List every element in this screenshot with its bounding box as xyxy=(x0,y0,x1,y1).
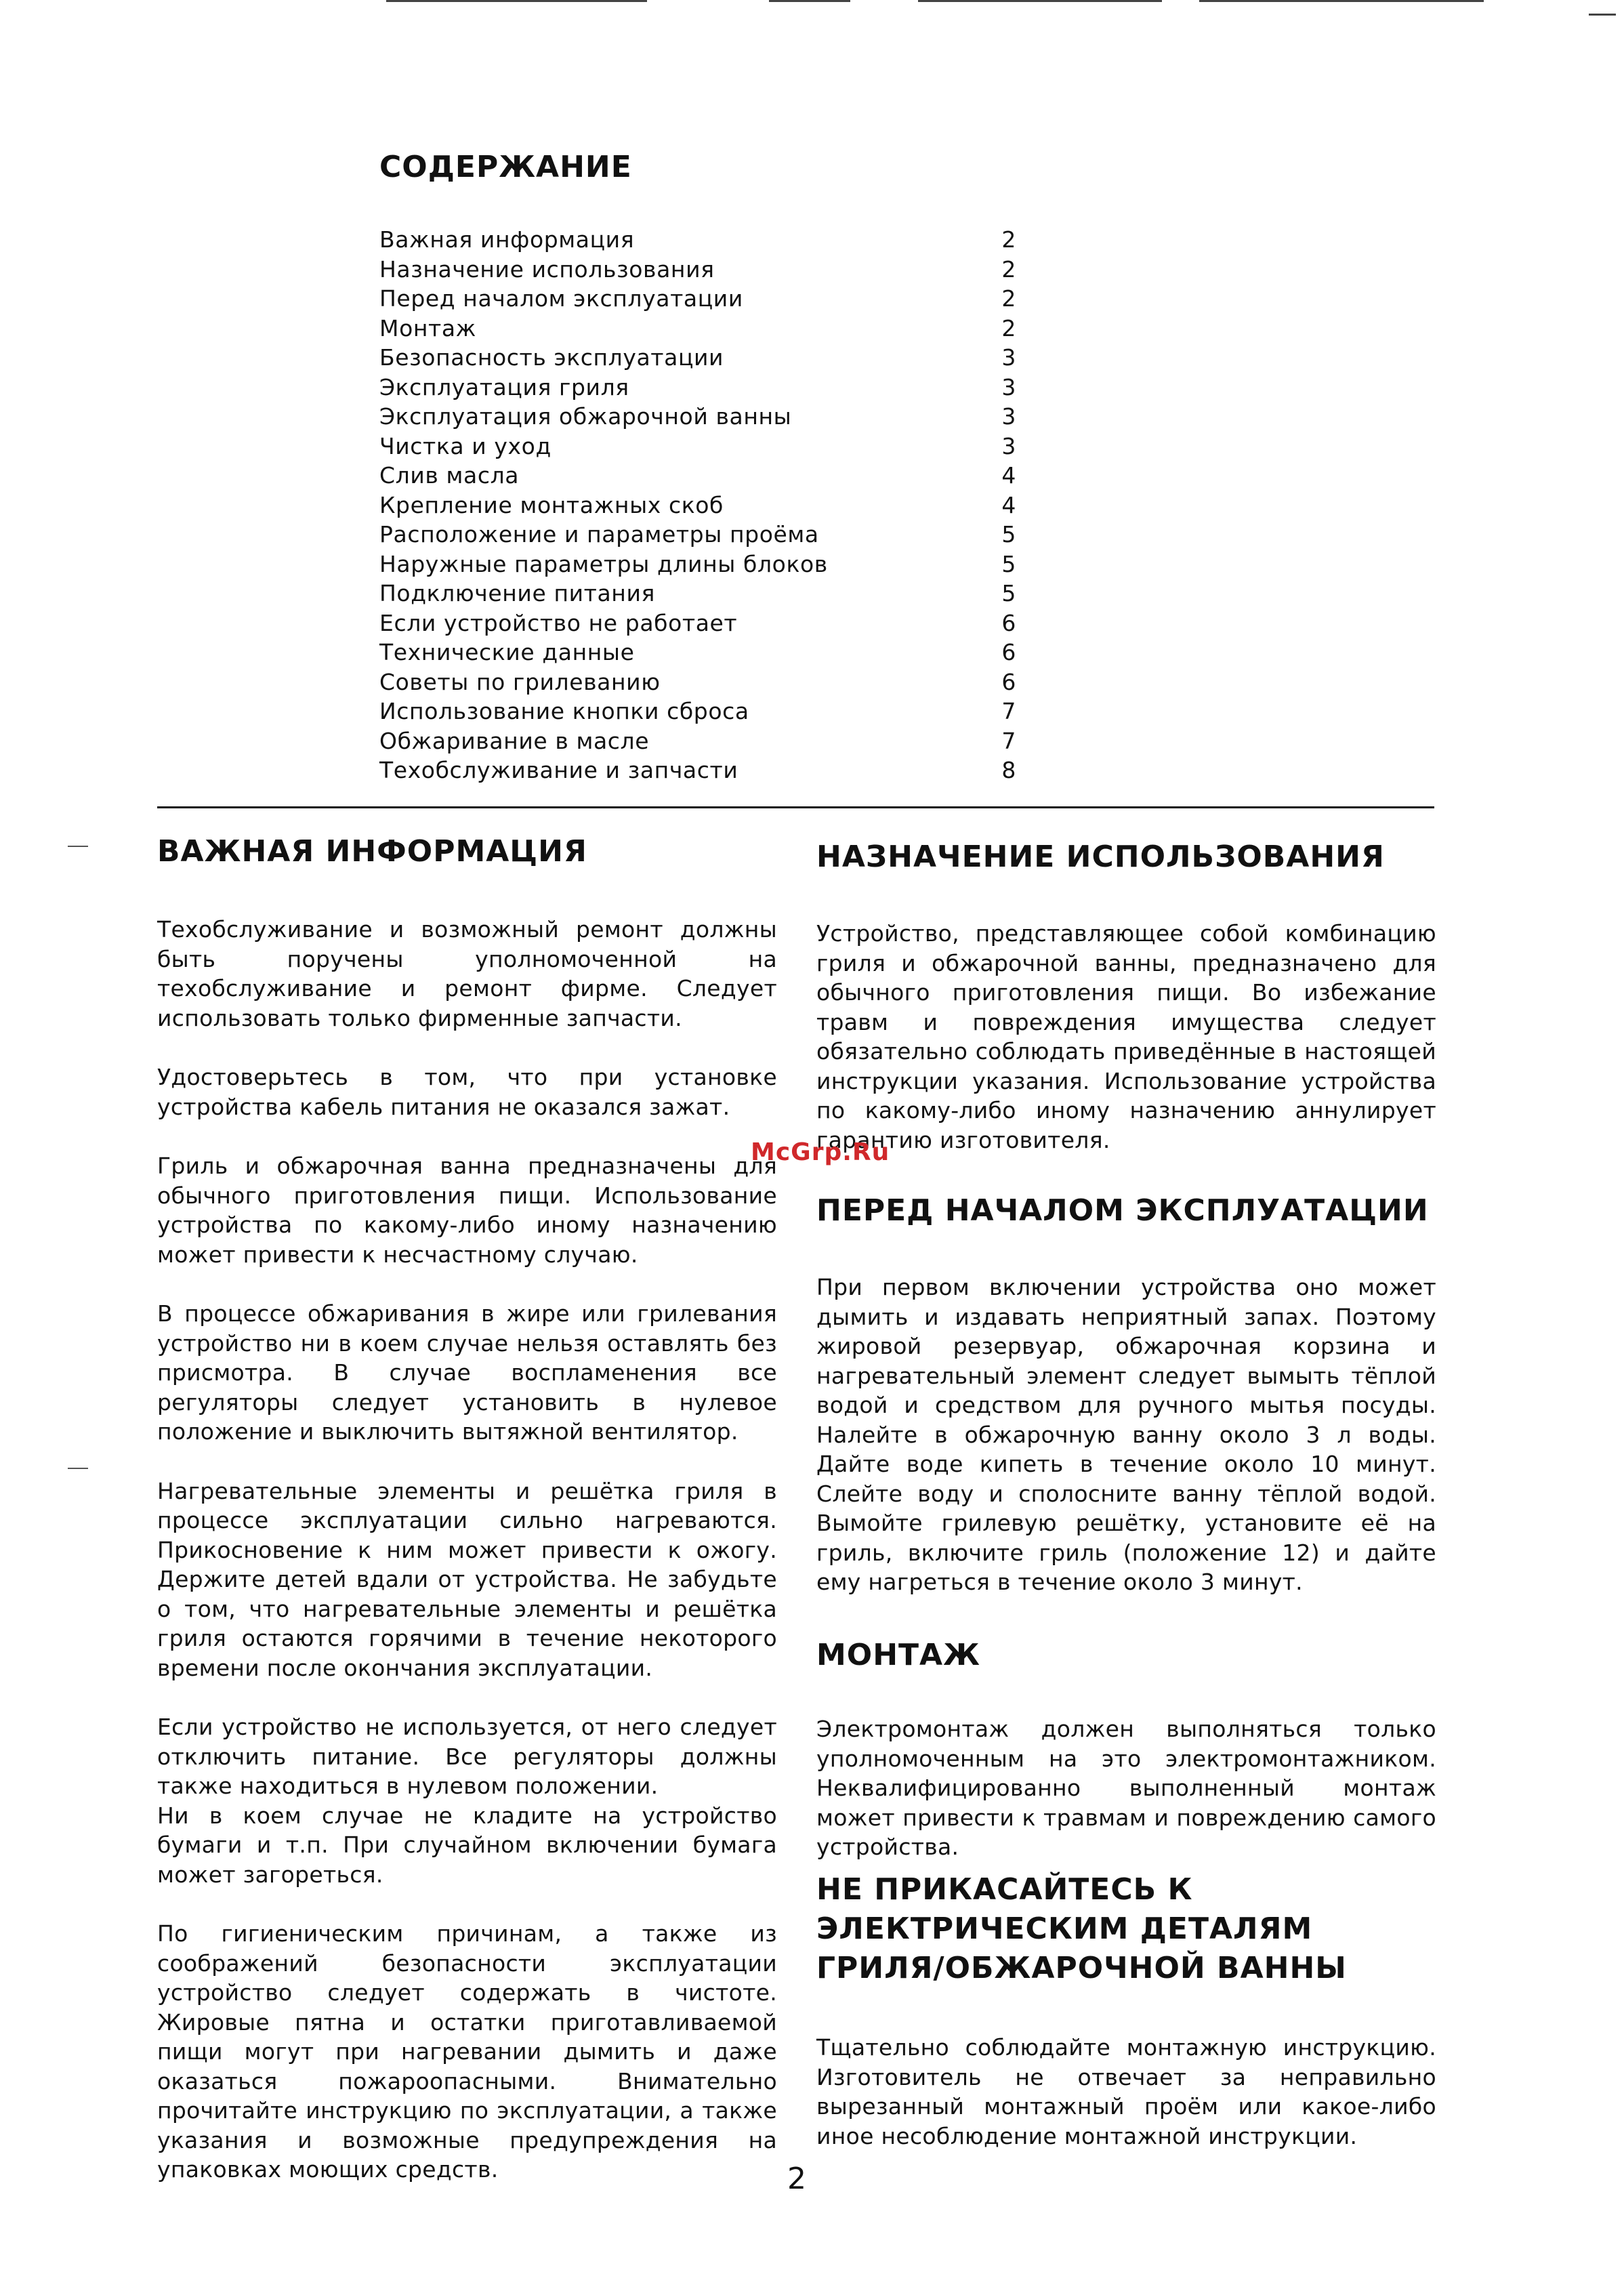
toc-entry-label: Если устройство не работает xyxy=(379,609,738,636)
important-paragraph: Если устройство не используется, от него следует отключить питание. Все регуляторы должны также находиться в нулевом положении. xyxy=(157,1714,777,1799)
toc-entry xyxy=(379,402,1016,432)
toc-entry xyxy=(379,314,1016,344)
toc-entry xyxy=(379,491,1016,520)
toc-entry xyxy=(379,579,1016,608)
important-paragraph: В процессе обжаривания в жире или грилевания устройство ни в коем случае нельзя оставлять без присмотра. В случае воспламенения все регуляторы следует установить в нулевое положение и выключить вытяжной вентилятор. xyxy=(157,1300,777,1445)
installation-text: Электромонтаж должен выполняться только уполномоченным на это электромонтажником. Неквалифицированно выполненный монтаж может привести к травмам и повреждению самого устройства. xyxy=(816,1716,1436,1860)
toc-entry xyxy=(379,373,1016,402)
important-body xyxy=(157,915,777,2214)
installation-body xyxy=(816,1714,1436,1862)
no-touch-title: НЕ ПРИКАСАЙТЕСЬ К ЭЛЕКТРИЧЕСКИМ ДЕТАЛЯМ ГРИЛЯ/ОБЖАРОЧНОЙ ВАННЫ xyxy=(816,1872,1347,1985)
toc-entry-label: Монтаж xyxy=(379,314,477,342)
toc-entry-label: Наружные параметры длины блоков xyxy=(379,550,828,577)
toc-entry xyxy=(379,432,1016,461)
toc-entry-page: 4 xyxy=(1001,491,1016,518)
toc-entry xyxy=(379,343,1016,373)
toc-entry-page: 7 xyxy=(1001,727,1016,754)
toc-entry-label: Важная информация xyxy=(379,226,635,253)
scan-edge-line xyxy=(386,0,647,2)
toc-title: СОДЕРЖАНИЕ xyxy=(379,150,632,184)
toc-entry-page: 5 xyxy=(1001,550,1016,577)
toc-entry-page: 3 xyxy=(1001,344,1016,371)
page-number: 2 xyxy=(787,2162,806,2196)
toc-entry-label: Крепление монтажных скоб xyxy=(379,491,724,518)
purpose-title: НАЗНАЧЕНИЕ ИСПОЛЬЗОВАНИЯ xyxy=(816,840,1385,874)
toc-entry xyxy=(379,756,1016,785)
scan-speck xyxy=(68,1468,88,1469)
toc-entry-label: Использование кнопки сброса xyxy=(379,698,749,724)
before-use-text: При первом включении устройства оно может дымить и издавать неприятный запах. Поэтому жировой резервуар, обжарочная корзина и нагревательный элемент следует вымыть тёплой водой и средством для ручного мытья посуды. Налейте в обжарочную ванну около 3 л воды. Дайте воде кипеть в течение около 10 минут. Слейте воду и сполосните ванну тёплой водой. Вымойте грилевую решётку, установите её на гриль, включите гриль (положение 12) и дайте ему нагреться в течение около 3 минут. xyxy=(816,1274,1436,1595)
toc-entry xyxy=(379,608,1016,638)
toc-entry-page: 6 xyxy=(1001,668,1016,695)
toc-entry xyxy=(379,726,1016,756)
scan-edge-line xyxy=(918,0,1162,2)
toc-entry-page: 5 xyxy=(1001,521,1016,548)
toc-entry-label: Расположение и параметры проёма xyxy=(379,521,819,548)
toc-entry xyxy=(379,225,1016,255)
important-title: ВАЖНАЯ ИНФОРМАЦИЯ xyxy=(157,834,587,869)
scan-edge-line xyxy=(1199,0,1484,2)
toc-entry-page: 2 xyxy=(1001,255,1016,283)
scan-speck xyxy=(68,846,88,847)
toc-entry-label: Эксплуатация обжарочной ванны xyxy=(379,403,792,430)
before-use-title: ПЕРЕД НАЧАЛОМ ЭКСПЛУАТАЦИИ xyxy=(816,1193,1429,1228)
toc-entry-label: Обжаривание в масле xyxy=(379,727,650,754)
toc-list xyxy=(379,225,1016,785)
toc-entry-label: Советы по грилеванию xyxy=(379,668,661,695)
scan-edge-line xyxy=(1589,14,1616,16)
toc-entry-label: Назначение использования xyxy=(379,255,715,283)
important-paragraph: Техобслуживание и возможный ремонт должны быть поручены уполномоченной на техобслуживание и ремонт фирме. Следует использовать только фирменные запчасти. xyxy=(157,916,777,1031)
important-paragraph: Ни в коем случае не кладите на устройство бумаги и т.п. При случайном включении бумага может загореться. xyxy=(157,1802,777,1888)
purpose-text: Устройство, представляющее собой комбинацию гриля и обжарочной ванны, предназначено для обычного приготовления пищи. Во избежание травм и повреждения имущества следует обязательно соблюдать приведённые в настоящей инструкции указания. Использование устройства по какому-либо иному назначению аннулирует гарантию изготовителя. xyxy=(816,920,1436,1153)
section-divider xyxy=(157,806,1434,808)
toc-entry-label: Эксплуатация гриля xyxy=(379,373,629,400)
no-touch-text: Тщательно соблюдайте монтажную инструкцию. Изготовитель не отвечает за неправильно вырезанный монтажный проём или какое-либо иное несоблюдение монтажной инструкции. xyxy=(816,2034,1436,2149)
purpose-body xyxy=(816,919,1436,1155)
important-paragraph: Гриль и обжарочная ванна предназначены для обычного приготовления пищи. Использование устройства по какому-либо иному назначению может привести к несчастному случаю. xyxy=(157,1153,777,1268)
toc-entry-page: 3 xyxy=(1001,373,1016,400)
important-paragraph: По гигиеническим причинам, а также из соображений безопасности эксплуатации устройство следует содержать в чистоте. Жировые пятна и остатки приготавливаемой пищи могут при нагревании дымить и даже оказаться пожароопасными. Внимательно прочитайте инструкцию по эксплуатации, а также указания и возможные предупреждения на упаковках моющих средств. xyxy=(157,1920,777,2183)
toc-entry-page: 7 xyxy=(1001,698,1016,724)
toc-entry xyxy=(379,255,1016,285)
before-use-body xyxy=(816,1273,1436,1597)
toc-entry xyxy=(379,461,1016,491)
toc-entry-label: Подключение питания xyxy=(379,580,655,606)
scan-edge-line xyxy=(769,0,850,2)
important-paragraph: Удостоверьтесь в том, что при установке устройства кабель питания не оказался зажат. xyxy=(157,1064,777,1120)
installation-title: МОНТАЖ xyxy=(816,1638,980,1672)
watermark: McGrp.Ru xyxy=(751,1138,890,1166)
toc-entry-page: 2 xyxy=(1001,285,1016,312)
toc-entry-label: Слив масла xyxy=(379,462,520,489)
toc-entry-page: 5 xyxy=(1001,580,1016,606)
toc-entry-page: 8 xyxy=(1001,757,1016,783)
toc-entry xyxy=(379,697,1016,726)
toc-entry-page: 2 xyxy=(1001,226,1016,253)
toc-entry-label: Технические данные xyxy=(379,639,635,665)
toc-entry xyxy=(379,638,1016,667)
toc-entry-page: 3 xyxy=(1001,432,1016,459)
toc-entry-label: Безопасность эксплуатации xyxy=(379,344,724,371)
toc-entry-label: Перед началом эксплуатации xyxy=(379,285,743,312)
toc-entry xyxy=(379,550,1016,579)
toc-entry-page: 2 xyxy=(1001,314,1016,342)
toc-entry-page: 6 xyxy=(1001,639,1016,665)
toc-entry-page: 3 xyxy=(1001,403,1016,430)
important-paragraph: Нагревательные элементы и решётка гриля в процессе эксплуатации сильно нагреваются. Прикосновение к ним может привести к ожогу. Держите детей вдали от устройства. Не забудьте о том, что нагревательные элементы и решётка гриля остаются горячими в течение некоторого времени после окончания эксплуатации. xyxy=(157,1477,777,1681)
toc-entry xyxy=(379,520,1016,550)
toc-entry-page: 6 xyxy=(1001,609,1016,636)
toc-entry-label: Чистка и уход xyxy=(379,432,551,459)
toc-entry xyxy=(379,667,1016,697)
toc-entry xyxy=(379,284,1016,314)
toc-entry-page: 4 xyxy=(1001,462,1016,489)
toc-entry-label: Техобслуживание и запчасти xyxy=(379,757,738,783)
no-touch-body xyxy=(816,2033,1436,2151)
